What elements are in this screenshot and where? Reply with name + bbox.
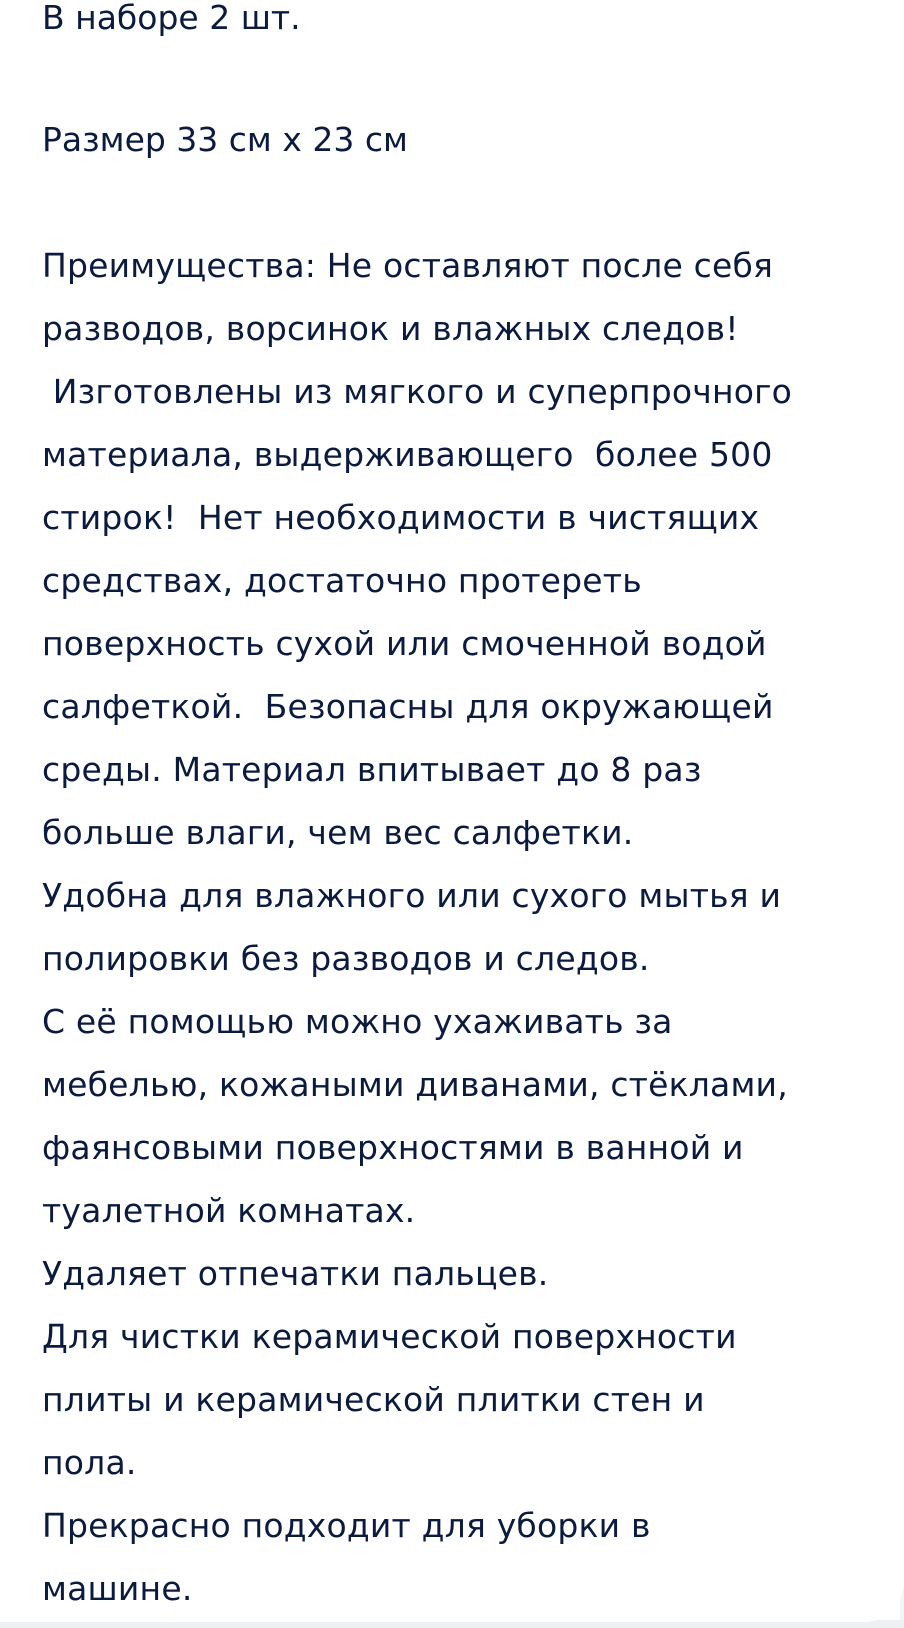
set-count-text: В наборе 2 шт. [42, 0, 301, 37]
description-line: Удаляет отпечатки пальцев. [42, 1254, 549, 1293]
size-text: Размер 33 см х 23 см [42, 120, 408, 159]
description-line: разводов, ворсинок и влажных следов! [42, 309, 739, 348]
description-line: машине. [42, 1569, 193, 1608]
description-line: салфеткой. Безопасны для окружающей [42, 687, 774, 726]
description-line: фаянсовыми поверхностями в ванной и [42, 1128, 744, 1167]
description-line: стирок! Нет необходимости в чистящих [42, 498, 760, 537]
description-line: поверхность сухой или смоченной водой [42, 624, 767, 663]
description-line: пола. [42, 1443, 137, 1482]
description-line: больше влаги, чем вес салфетки. [42, 813, 634, 852]
description-line: плиты и керамической плитки стен и [42, 1380, 705, 1419]
description-line: средствах, достаточно протереть [42, 561, 642, 600]
description-line: туалетной комнатах. [42, 1191, 416, 1230]
description-line: среды. Материал впитывает до 8 раз [42, 750, 702, 789]
description-line: Изготовлены из мягкого и суперпрочного [42, 372, 793, 411]
description-line: Преимущества: Не оставляют после себя [42, 246, 774, 285]
description-line: мебелью, кожаными диванами, стёклами, [42, 1065, 788, 1104]
description-line: Прекрасно подходит для уборки в [42, 1506, 651, 1545]
description-line: полировки без разводов и следов. [42, 939, 650, 978]
description-line: С её помощью можно ухаживать за [42, 1002, 673, 1041]
description-line: Удобна для влажного или сухого мытья и [42, 876, 782, 915]
description-line: Для чистки керамической поверхности [42, 1317, 737, 1356]
description-line: материала, выдерживающего более 500 [42, 435, 773, 474]
description-text-block [42, 234, 882, 1620]
